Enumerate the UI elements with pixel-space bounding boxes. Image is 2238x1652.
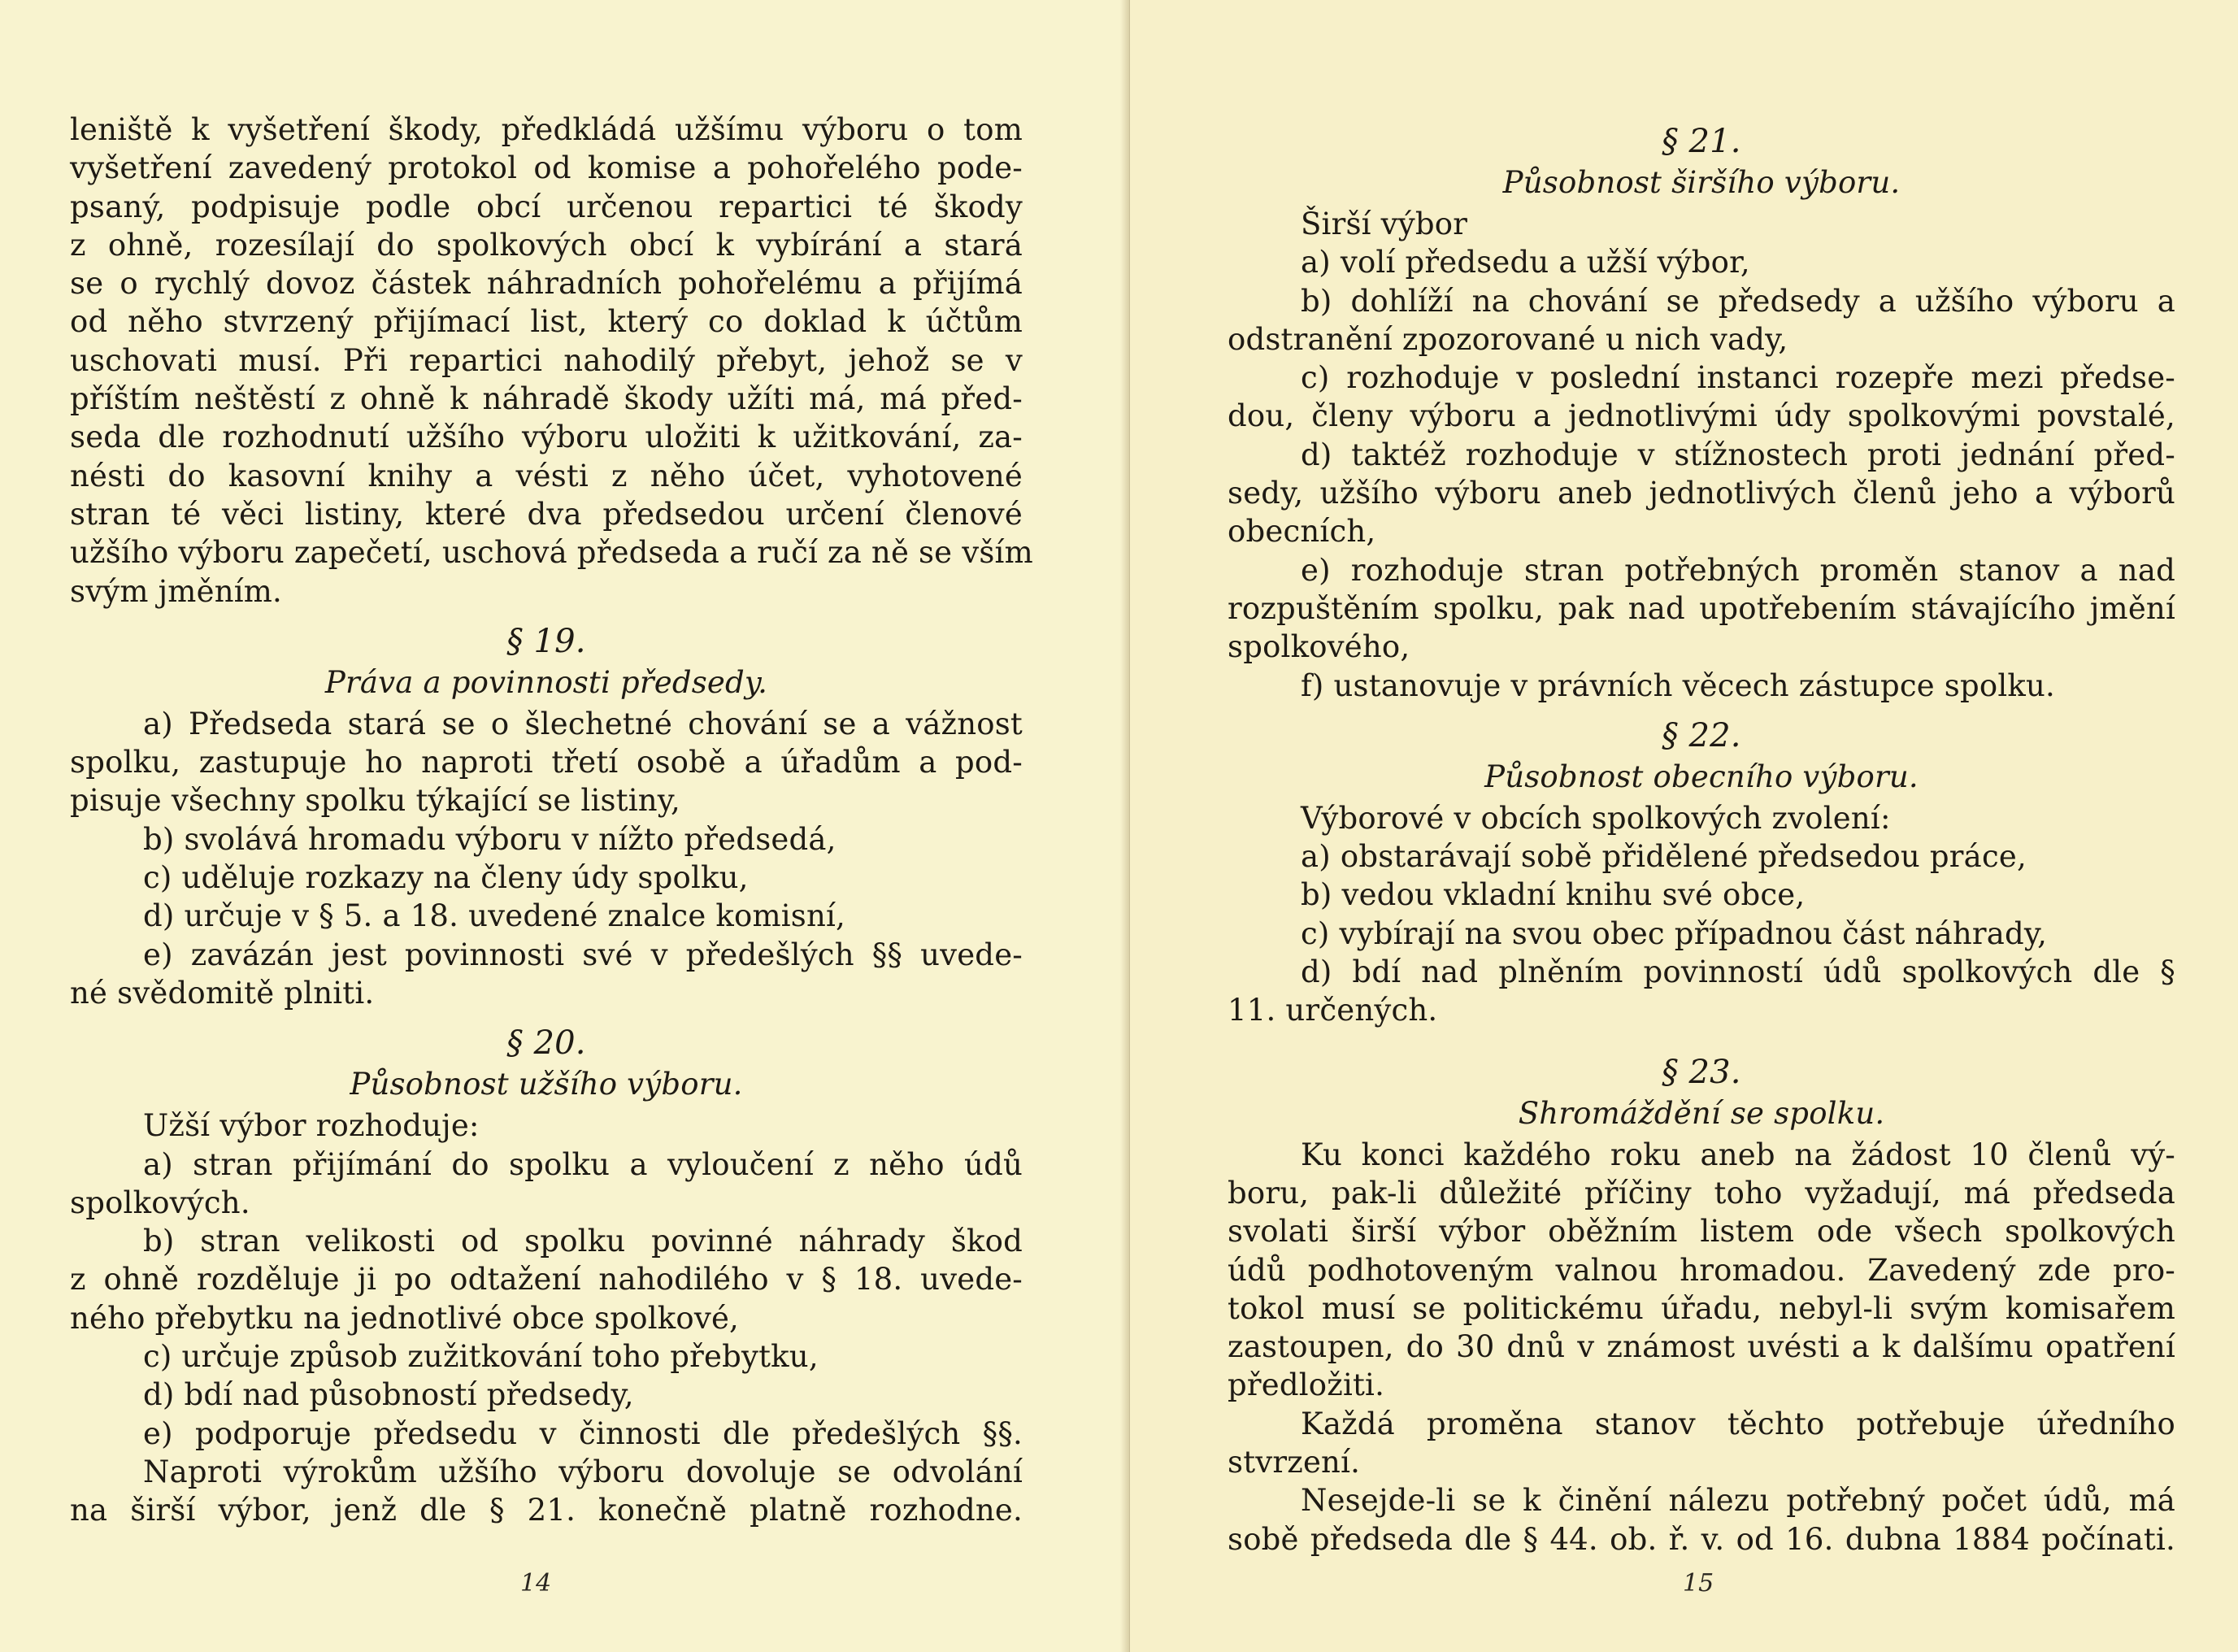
text-line: a) volí předsedu a užší výbor,: [1301, 245, 1750, 280]
text-line: údů podhotoveným valnou hromadou. Zavedený zde pro-: [1228, 1252, 2175, 1288]
text-line: Širší výbor: [1301, 206, 1468, 241]
text-line: ného přebytku na jednotlivé obce spolkové,: [70, 1300, 740, 1336]
text-line: vyšetření zavedený protokol od komise a pohořelého pode-: [70, 150, 1023, 186]
text-line: e) rozhoduje stran potřebných proměn stanov a nad: [1301, 552, 2175, 588]
text-line: uschovati musí. Při repartici nahodilý přebyt, jehož se v: [70, 342, 1023, 378]
text-line: z ohně rozděluje ji po odtažení nahodilého v § 18. uvede-: [70, 1262, 1023, 1298]
text-line: d) určuje v § 5. a 18. uvedené znalce komisní,: [143, 898, 846, 934]
text-line: Užší výbor rozhoduje:: [143, 1108, 480, 1144]
text-line: svým jměním.: [70, 573, 283, 609]
text-line: e) podporuje předsedu v činnosti dle předešlých §§.: [143, 1415, 1023, 1451]
text-line: Výborové v obcích spolkových zvolení:: [1301, 800, 1891, 836]
text-line: rozpuštěním spolku, pak nad upotřebením stávajícího jmění: [1228, 590, 2175, 626]
text-line: stvrzení.: [1228, 1445, 1361, 1480]
text-line: svolati širší výbor oběžním listem ode všech spolkových: [1228, 1214, 2175, 1250]
text-line: f) ustanovuje v právních věcech zástupce spolku.: [1301, 667, 2056, 703]
left-text-column: [70, 111, 1033, 1530]
text-line: Naproti výrokům užšího výboru dovoluje se odvolání: [143, 1454, 1023, 1489]
section-number: § 19.: [506, 622, 586, 660]
text-line: zastoupen, do 30 dnů v známost uvésti a k dalšímu opatření: [1228, 1329, 2175, 1365]
section-number: § 23.: [1662, 1053, 1741, 1091]
text-line: boru, pak-li důležité příčiny toho vyžadují, má předseda: [1228, 1175, 2175, 1211]
text-line: seda dle rozhodnutí užšího výboru uložiti k užitkování, za-: [70, 420, 1023, 455]
text-line: né svědomitě plniti.: [70, 975, 375, 1011]
text-line: sobě předseda dle § 44. ob. ř. v. od 16. dubna 1884 počínati.: [1228, 1521, 2175, 1557]
text-line: z ohně, rozesílají do spolkových obcí k vybírání a stará: [70, 227, 1023, 263]
text-line: předložiti.: [1228, 1367, 1385, 1403]
text-line: a) Předseda stará se o šlechetné chování se a vážnost: [143, 706, 1023, 741]
text-line: d) bdí nad působností předsedy,: [143, 1377, 634, 1413]
text-line: se o rychlý dovoz částek náhradních pohořelému a přijímá: [70, 266, 1023, 302]
text-line: a) stran přijímání do spolku a vyloučení z něho údů: [143, 1146, 1023, 1182]
section-number: § 20.: [506, 1024, 586, 1063]
text-line: c) uděluje rozkazy na členy údy spolku,: [143, 860, 749, 896]
text-line: sedy, užšího výboru aneb jednotlivých členů jeho a výborů: [1228, 476, 2175, 511]
text-line: spolku, zastupuje ho naproti třetí osobě a úřadům a pod-: [70, 745, 1023, 780]
section-heading: Působnost užšího výboru.: [350, 1067, 743, 1102]
text-line: Ku konci každého roku aneb na žádost 10 členů vý-: [1301, 1137, 2175, 1172]
text-line: c) rozhoduje v poslední instanci rozepře mezi předse-: [1301, 360, 2175, 396]
text-line: pisuje všechny spolku týkající se listiny,: [70, 783, 680, 819]
text-line: dou, členy výboru a jednotlivými údy spolkovými povstalé,: [1228, 398, 2175, 434]
text-line: na širší výbor, jenž dle § 21. konečně platně rozhodne.: [70, 1493, 1023, 1528]
text-line: leniště k vyšetření škody, předkládá užšímu výboru o tom: [70, 112, 1023, 147]
section-number: § 22.: [1662, 716, 1741, 754]
text-line: Nesejde-li se k činění nálezu potřebný počet údů, má: [1301, 1483, 2175, 1519]
text-line: b) svolává hromadu výboru v nížto předsedá,: [143, 821, 837, 857]
text-line: nésti do kasovní knihy a vésti z něho účet, vyhotovené: [70, 458, 1023, 493]
text-line: e) zavázán jest povinnosti své v předešlých §§ uvede-: [143, 937, 1023, 972]
text-line: od něho stvrzený přijímací list, který co doklad k účtům: [70, 304, 1023, 340]
page-number: 14: [520, 1569, 552, 1598]
text-line: b) stran velikosti od spolku povinné náhrady škod: [143, 1224, 1023, 1259]
text-line: 11. určených.: [1228, 993, 1438, 1028]
text-line: Každá proměna stanov těchto potřebuje úředního: [1301, 1406, 2175, 1441]
section-heading: Působnost širšího výboru.: [1502, 165, 1901, 200]
text-line: c) určuje způsob zužitkování toho přebytku,: [143, 1339, 819, 1375]
text-line: spolkových.: [70, 1185, 250, 1220]
text-line: tokol musí se politickému úřadu, nebyl-li svým komisařem: [1228, 1290, 2175, 1326]
section-heading: Práva a povinnosti předsedy.: [324, 664, 768, 700]
text-line: b) dohlíží na chování se předsedy a užšího výboru a: [1301, 283, 2175, 319]
text-line: psaný, podpisuje podle obcí určenou repartici té škody: [70, 189, 1023, 224]
section-heading: Shromáždění se spolku.: [1518, 1095, 1885, 1131]
text-line: d) taktéž rozhoduje v stížnostech proti jednání před-: [1301, 437, 2175, 472]
right-text-column: [1228, 120, 2175, 1559]
text-line: příštím neštěstí z ohně k náhradě škody užíti má, má před-: [70, 381, 1023, 417]
text-line: b) vedou vkladní knihu své obce,: [1301, 877, 1806, 913]
text-line: a) obstarávají sobě přidělené předsedou práce,: [1301, 839, 2027, 875]
text-line: odstranění zpozorované u nich vady,: [1228, 321, 1788, 357]
text-line: užšího výboru zapečetí, uschová předseda a ručí za ně se vším: [70, 535, 1033, 571]
text-line: spolkového,: [1228, 629, 1410, 665]
text-line: stran té věci listiny, které dva předsedou určení členové: [70, 496, 1023, 532]
page-number: 15: [1683, 1569, 1714, 1598]
text-line: obecních,: [1228, 514, 1376, 550]
section-number: § 21.: [1662, 123, 1741, 160]
text-line: c) vybírají na svou obec případnou část náhrady,: [1301, 915, 2048, 951]
text-line: d) bdí nad plněním povinností údů spolkových dle §: [1301, 954, 2175, 990]
section-heading: Působnost obecního výboru.: [1484, 759, 1919, 794]
right-page: [1130, 0, 2238, 1652]
